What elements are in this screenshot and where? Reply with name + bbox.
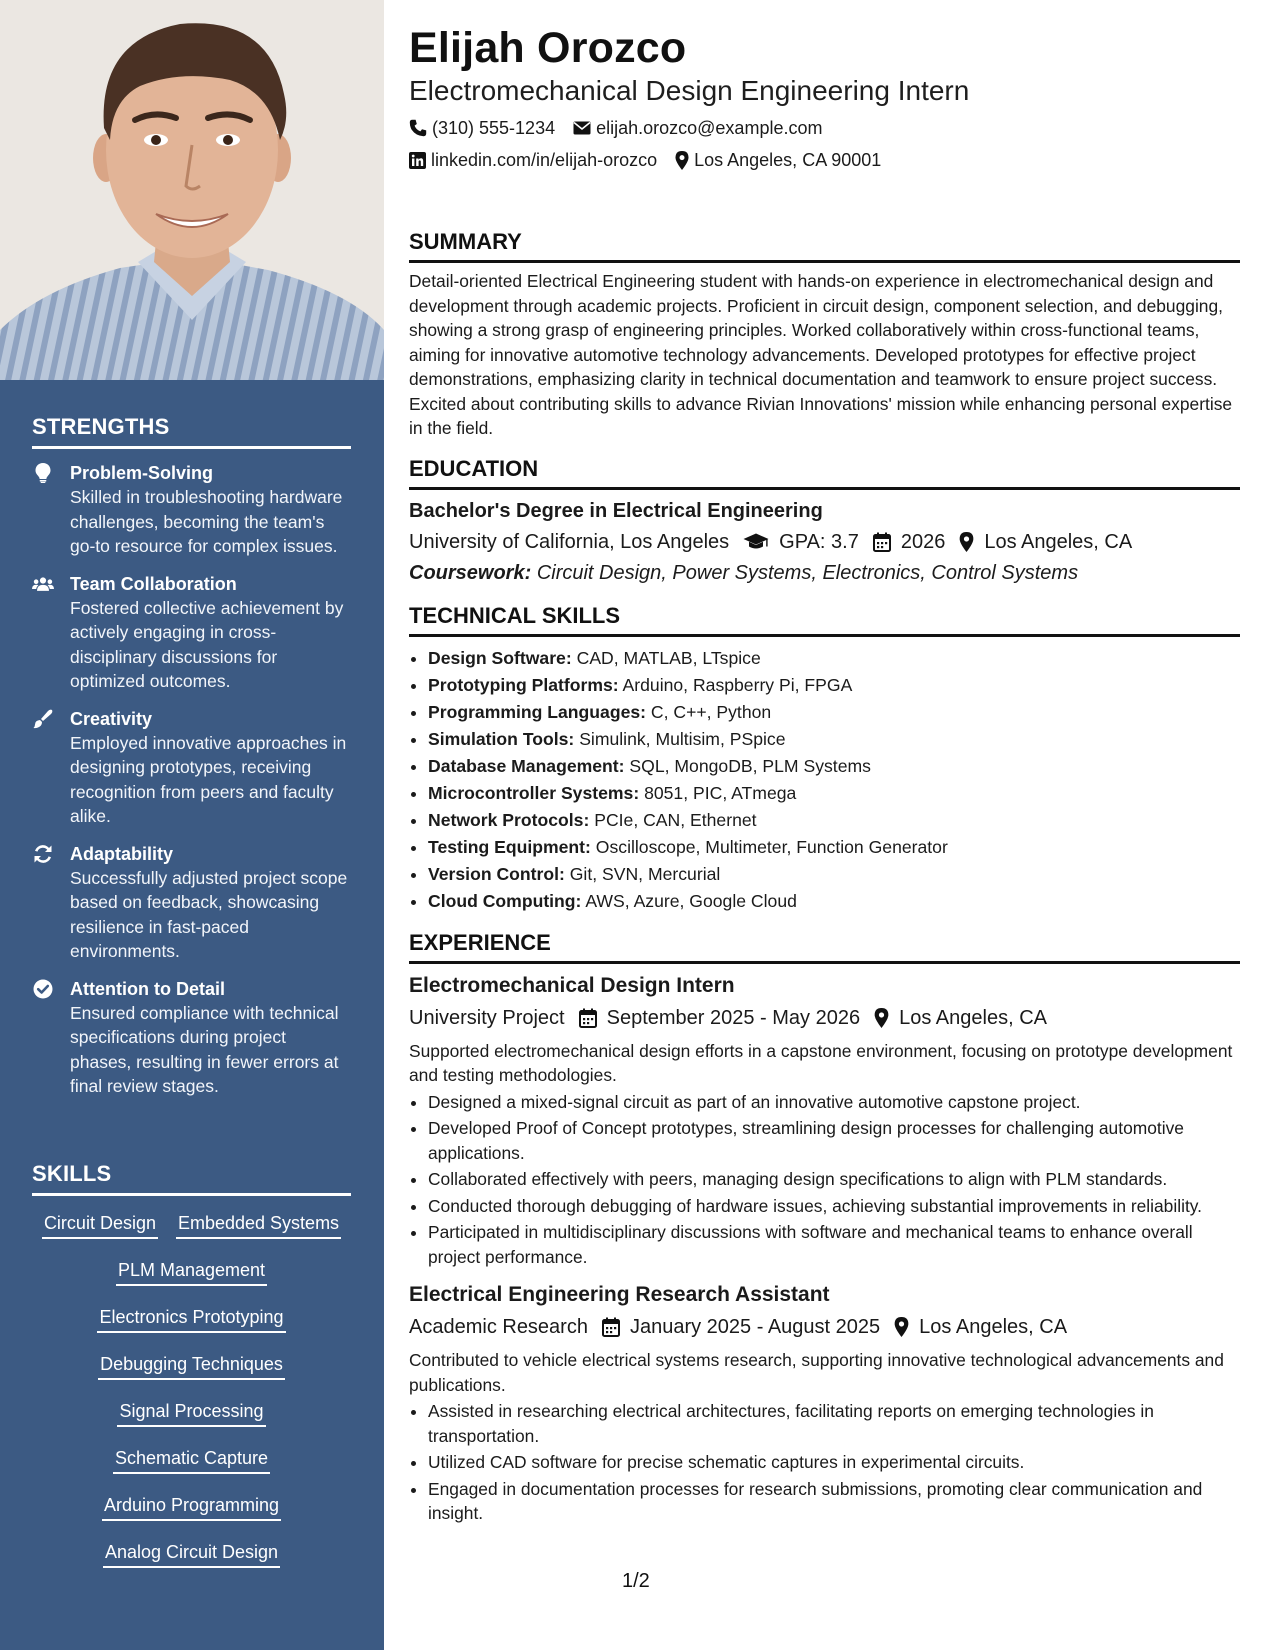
strength-description: Employed innovative approaches in designing prototypes, receiving recognition from peers and faculty alike.	[70, 732, 347, 826]
skill-category: Programming Languages:	[428, 701, 646, 722]
experience-heading: EXPERIENCE	[409, 929, 1240, 964]
skill-values: Simulink, Multisim, PSpice	[579, 728, 786, 749]
calendar-icon	[602, 1317, 620, 1337]
skill-values: PCIe, CAN, Ethernet	[594, 809, 757, 830]
technical-skill-item	[428, 699, 1240, 726]
skill-values: Oscilloscope, Multimeter, Function Generator	[595, 836, 948, 857]
map-marker-icon	[959, 532, 974, 552]
sync-icon	[32, 843, 54, 865]
strength-title: Problem-Solving	[70, 463, 214, 483]
education-meta	[409, 528, 1240, 556]
job-bullet: • Designed a mixed-signal circuit as part of an innovative automotive capstone project.	[428, 1090, 1240, 1115]
coursework-list: Circuit Design, Power Systems, Electronics, Control Systems	[536, 561, 1079, 584]
school-name: University of California, Los Angeles	[409, 530, 730, 553]
coursework-row	[409, 559, 1240, 587]
job-title: Electrical Engineering Research Assistant	[409, 1283, 830, 1306]
skill-values: AWS, Azure, Google Cloud	[585, 890, 797, 911]
technical-skills-section	[409, 602, 1240, 915]
strength-title: Creativity	[70, 708, 153, 729]
technical-skill-item	[428, 753, 1240, 780]
technical-skill-item	[428, 645, 1240, 672]
map-marker-icon	[675, 151, 689, 170]
strength-title: Attention to Detail	[70, 978, 225, 999]
skill-category: Design Software:	[428, 647, 572, 668]
strength-title: Team Collaboration	[70, 573, 237, 594]
job-title: Electromechanical Design Intern	[409, 973, 735, 997]
map-marker-icon	[874, 1008, 889, 1028]
contact-phone[interactable]	[409, 116, 555, 140]
technical-skill-item	[428, 726, 1240, 753]
summary-heading: SUMMARY	[409, 228, 1240, 263]
email-address: elijah.orozco@example.com	[596, 118, 823, 138]
users-icon	[32, 573, 54, 595]
strength-item	[32, 842, 351, 964]
skill-category: Cloud Computing:	[428, 890, 582, 911]
skills-list	[32, 1209, 351, 1585]
gpa-text: GPA: 3.7	[779, 530, 859, 553]
education-section	[409, 455, 1240, 587]
experience-section	[409, 929, 1240, 1526]
skill-category: Version Control:	[428, 863, 565, 884]
strength-item	[32, 707, 351, 829]
job-description: Contributed to vehicle electrical systems research, supporting innovative technological advancements and publications.	[409, 1350, 1224, 1395]
education-location: Los Angeles, CA	[984, 530, 1133, 553]
job-location-item	[894, 1313, 1067, 1341]
skill-values: 8051, PIC, ATmega	[644, 782, 797, 803]
skill-tag: Signal Processing	[117, 1397, 265, 1427]
education-location-item	[959, 528, 1132, 556]
coursework-label: Coursework:	[409, 561, 532, 584]
main-content	[409, 22, 1240, 1528]
strengths-list	[32, 461, 351, 1099]
skill-category: Prototyping Platforms:	[428, 674, 619, 695]
calendar-icon	[579, 1008, 597, 1028]
strength-title: Adaptability	[70, 843, 174, 864]
strength-description: Ensured compliance with technical specifications during project phases, resulting in fewer errors at final review stages.	[70, 1002, 339, 1096]
strengths-section	[32, 414, 351, 1112]
job-bullet: • Utilized CAD software for precise schematic captures in experimental circuits.	[428, 1450, 1240, 1475]
job-bullet: • Conducted thorough debugging of hardware issues, achieving substantial improvements in reliability.	[428, 1194, 1240, 1219]
skill-category: Network Protocols:	[428, 809, 590, 830]
job-organization: Academic Research	[409, 1316, 588, 1338]
skills-heading: SKILLS	[32, 1161, 351, 1196]
calendar-icon	[873, 532, 891, 552]
job-bullet: • Developed Proof of Concept prototypes, streamlining design processes for challenging automotive applications.	[428, 1116, 1240, 1165]
gpa-item	[743, 528, 859, 556]
contact-location	[675, 148, 881, 172]
graduation-cap-icon	[743, 533, 769, 551]
strength-description: Successfully adjusted project scope based on feedback, showcasing resilience in fast-paced environments.	[70, 867, 348, 961]
map-marker-icon	[894, 1317, 909, 1337]
sidebar	[0, 0, 384, 1650]
summary-section	[409, 228, 1240, 441]
linkedin-url: linkedin.com/in/elijah-orozco	[431, 150, 658, 170]
job-dates: September 2025 - May 2026	[606, 1006, 861, 1029]
job-location-item	[874, 1004, 1047, 1032]
phone-icon	[409, 119, 427, 137]
candidate-title: Electromechanical Design Engineering Intern	[409, 75, 970, 106]
skill-tag: Arduino Programming	[102, 1491, 281, 1521]
lightbulb-icon	[32, 462, 54, 484]
skill-category: Testing Equipment:	[428, 836, 591, 857]
strengths-heading: STRENGTHS	[32, 414, 351, 449]
job-bullet: • Engaged in documentation processes for research submissions, promoting clear communication and insight.	[428, 1477, 1240, 1526]
linkedin-icon	[409, 152, 426, 169]
job-dates-item	[602, 1313, 880, 1341]
skill-tag: Analog Circuit Design	[103, 1538, 280, 1568]
education-heading: EDUCATION	[409, 455, 1240, 490]
check-circle-icon	[32, 978, 54, 1000]
summary-text: Detail-oriented Electrical Engineering student with hands-on experience in electromechanical design and development through academic projects. Proficient in circuit design, component selection, and debugging, showing a strong grasp of engineering principles. Worked collaboratively within cross-functional teams, aiming for innovative automotive technology advancements. Developed prototypes for effective project demonstrations, emphasizing clarity in technical documentation and teamwork to ensure project success. Excited about contributing skills to advance Rivian Innovations' mission while enhancing personal expertise in the field.	[409, 271, 1233, 438]
resume-header	[409, 22, 1240, 172]
technical-skill-item	[428, 834, 1240, 861]
skill-values: C, C++, Python	[650, 701, 772, 722]
strength-description: Fostered collective achievement by actively engaging in cross-disciplinary discussions for optimized outcomes.	[70, 597, 344, 691]
skill-tag: Circuit Design	[42, 1209, 158, 1239]
strength-description: Skilled in troubleshooting hardware challenges, becoming the team's go-to resource for complex issues.	[70, 487, 343, 556]
job-bullets	[409, 1090, 1240, 1270]
technical-skills-heading: TECHNICAL SKILLS	[409, 602, 1240, 637]
job-description: Supported electromechanical design efforts in a capstone environment, focusing on prototype development and testing methodologies.	[409, 1040, 1233, 1085]
skill-tag: Debugging Techniques	[98, 1350, 285, 1380]
job-organization: University Project	[409, 1006, 565, 1029]
graduation-year-item	[873, 528, 946, 556]
location-text: Los Angeles, CA 90001	[694, 150, 882, 170]
technical-skills-list	[409, 645, 1240, 915]
job-bullet: • Assisted in researching electrical architectures, facilitating reports on emerging technologies in transportation.	[428, 1399, 1240, 1448]
technical-skill-item	[428, 861, 1240, 888]
candidate-name: Elijah Orozco	[409, 24, 687, 72]
job-dates: January 2025 - August 2025	[629, 1316, 881, 1338]
skill-category: Simulation Tools:	[428, 728, 575, 749]
graduation-year: 2026	[900, 530, 946, 553]
envelope-icon	[573, 121, 591, 135]
skills-section	[32, 1161, 351, 1585]
skill-category: Microcontroller Systems:	[428, 782, 640, 803]
strength-item	[32, 977, 351, 1099]
job-entry	[409, 1281, 1240, 1526]
job-bullet: • Collaborated effectively with peers, managing design specifications to align with PLM standards.	[428, 1167, 1240, 1192]
skill-tag: Schematic Capture	[113, 1444, 270, 1474]
contact-row	[409, 116, 1240, 140]
skill-values: Arduino, Raspberry Pi, FPGA	[622, 674, 853, 695]
strength-item	[32, 572, 351, 694]
degree-title: Bachelor's Degree in Electrical Engineering	[409, 499, 823, 522]
contact-row	[409, 148, 1240, 172]
job-bullet: • Participated in multidisciplinary discussions with software and mechanical teams to enhance overall project performance.	[428, 1220, 1240, 1269]
job-location: Los Angeles, CA	[919, 1316, 1068, 1338]
contact-email[interactable]	[573, 116, 822, 140]
skill-tag: Electronics Prototyping	[97, 1303, 285, 1333]
skill-tag: PLM Management	[116, 1256, 267, 1286]
strength-item	[32, 461, 351, 559]
skill-values: SQL, MongoDB, PLM Systems	[629, 755, 871, 776]
technical-skill-item	[428, 672, 1240, 699]
paintbrush-icon	[32, 708, 54, 730]
job-location: Los Angeles, CA	[899, 1006, 1047, 1029]
skill-tag: Embedded Systems	[176, 1209, 341, 1239]
skill-values: CAD, MATLAB, LTspice	[576, 647, 761, 668]
technical-skill-item	[428, 780, 1240, 807]
skill-category: Database Management:	[428, 755, 625, 776]
job-meta	[409, 1004, 1240, 1032]
page-number: 1/2	[622, 1570, 650, 1592]
phone-number: (310) 555-1234	[432, 118, 556, 138]
job-bullets	[409, 1399, 1240, 1526]
contact-linkedin[interactable]	[409, 148, 657, 172]
skill-values: Git, SVN, Mercurial	[569, 863, 721, 884]
profile-photo	[0, 0, 384, 380]
technical-skill-item	[428, 807, 1240, 834]
technical-skill-item	[428, 888, 1240, 915]
job-entry	[409, 972, 1240, 1270]
job-meta	[409, 1313, 1240, 1341]
job-dates-item	[579, 1004, 861, 1032]
